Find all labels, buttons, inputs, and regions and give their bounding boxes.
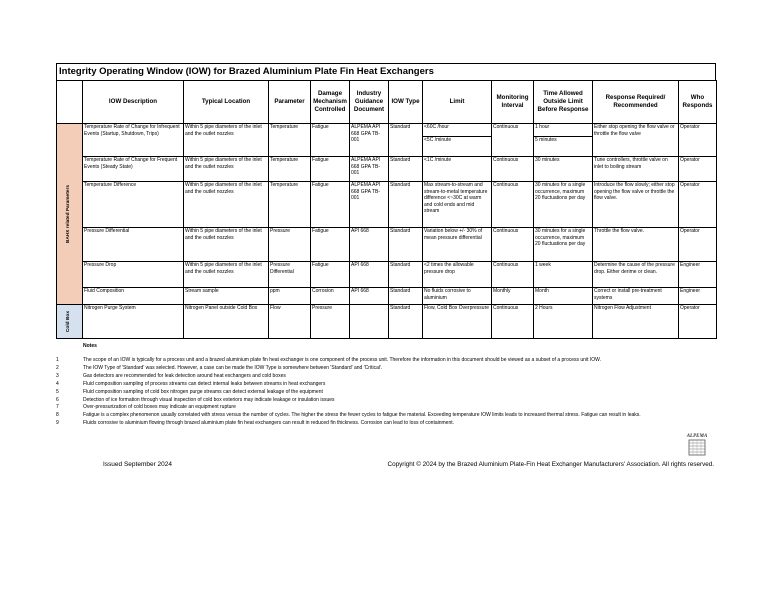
document-title: Integrity Operating Window (IOW) for Brazed Aluminium Plate Fin Heat Exchangers: [56, 63, 716, 80]
cell-who: Operator: [679, 157, 717, 182]
cell-parameter: Temperature: [269, 182, 311, 228]
cell-location: Within 5 pipe diameters of the inlet and the outlet nozzles: [184, 157, 269, 182]
note-text: Fluid composition sampling of cold box nitrogen purge streams can detect external leakage of the equipment: [83, 388, 323, 395]
cell-limit: Max stream-to-stream and stream-to-metal temperature difference <~30C at warm and cold ends and mid stream: [423, 182, 492, 228]
cell-time: 2 Hours: [534, 305, 593, 339]
cell-parameter: Flow: [269, 305, 311, 339]
cell-mechanism: Fatigue: [311, 124, 350, 157]
cell-type: Standard: [389, 262, 423, 288]
note-item: [56, 381, 716, 389]
cell-time: [534, 124, 593, 157]
cell-guidance: ALPEMA API 668 GPA TB-001: [350, 157, 389, 182]
cell-limit: Variation below +/- 30% of mean pressure differential: [423, 228, 492, 262]
note-number: 5: [56, 388, 59, 395]
cell-who: Engineer: [679, 288, 717, 305]
cell-interval: Continuous: [492, 124, 534, 157]
cell-mechanism: Fatigue: [311, 262, 350, 288]
cell-response: Determine the cause of the pressure drop. Either derime or clean.: [593, 262, 679, 288]
note-item: [56, 373, 716, 381]
cell-description: Pressure Differential: [83, 228, 184, 262]
cell-time: 30 minutes: [534, 157, 593, 182]
note-item: [56, 397, 716, 405]
cell-parameter: Pressure: [269, 228, 311, 262]
cell-guidance: ALPEMA API 668 GPA TB-001: [350, 124, 389, 157]
cell-who: Operator: [679, 182, 717, 228]
limit-primary: <60C /hour: [424, 124, 449, 130]
cell-limit: Flow, Cold Box Overpressure: [423, 305, 492, 339]
header-limit: Limit: [423, 81, 492, 124]
group-label-coldbox: Cold Box: [66, 310, 72, 333]
note-item: [56, 389, 716, 397]
note-item: [56, 404, 716, 412]
cell-mechanism: Corrosion: [311, 288, 350, 305]
cell-response: Correct or install pre-treatment systems: [593, 288, 679, 305]
cell-guidance: API 668: [350, 228, 389, 262]
cell-parameter: Temperature: [269, 157, 311, 182]
cell-interval: Monthly: [492, 288, 534, 305]
cell-response: Either stop opening the flow valve or throttle the flow valve: [593, 124, 679, 157]
cell-location: Within 5 pipe diameters of the inlet and the outlet nozzles: [184, 228, 269, 262]
table-row: [57, 228, 717, 262]
table-row: [57, 124, 717, 157]
cell-time: 1 week: [534, 262, 593, 288]
header-time: Time Allowed Outside Limit Before Response: [534, 81, 593, 124]
header-who: Who Responds: [679, 81, 717, 124]
note-text: The scope of an IOW is typically for a process unit and a brazed aluminium plate fin heat exchanger is one component of the process unit. Therefore the information in this document should be viewed as a subset of a process unit IOW.: [83, 357, 601, 363]
table-row: [57, 305, 717, 339]
cell-description: Fluid Composition: [83, 288, 184, 305]
header-description: IOW Description: [83, 81, 184, 124]
cell-interval: Continuous: [492, 228, 534, 262]
header-location: Typical Location: [184, 81, 269, 124]
cell-who: Operator: [679, 124, 717, 157]
note-number: 6: [56, 396, 59, 403]
cell-limit: <2 times the allowable pressure drop: [423, 262, 492, 288]
cell-who: Operator: [679, 228, 717, 262]
table-row: [57, 157, 717, 182]
cell-parameter: Temperature: [269, 124, 311, 157]
cell-type: Standard: [389, 124, 423, 157]
note-number: 3: [56, 372, 59, 379]
header-row: [57, 81, 717, 124]
cell-parameter: ppm: [269, 288, 311, 305]
time-primary: 1 hour: [535, 124, 550, 130]
note-text: Over-pressurization of cold boxes may indicate an equipment rupture: [83, 404, 236, 411]
header-interval: Monitoring Interval: [492, 81, 534, 124]
header-spacer: [57, 81, 83, 124]
cell-response: Introduce the flow slowly; either stop opening the flow valve or throttle the flow valve.: [593, 182, 679, 228]
cell-mechanism: Pressure: [311, 305, 350, 339]
note-item: [56, 420, 716, 428]
note-item: [56, 412, 716, 420]
cell-interval: Continuous: [492, 157, 534, 182]
cell-guidance: API 668: [350, 262, 389, 288]
cell-response: Tune controllers, throttle valve on inlet to boiling stream: [593, 157, 679, 182]
copyright-notice: Copyright © 2024 by the Brazed Aluminium Plate-Fin Heat Exchanger Manufacturers' Association. All rights reserved.: [387, 461, 714, 468]
table-row: [57, 182, 717, 228]
cell-type: Standard: [389, 228, 423, 262]
note-text: Gas detectors are recommended for leak detection around heat exchangers and cold boxes: [83, 372, 286, 379]
notes-heading: Notes: [83, 343, 97, 349]
cell-description: Pressure Drop: [83, 262, 184, 288]
cell-guidance: API 668: [350, 288, 389, 305]
table-row: [57, 288, 717, 305]
header-mechanism: Damage Mechanism Controlled: [311, 81, 350, 124]
table-row: [57, 262, 717, 288]
cell-location: Within 5 pipe diameters of the inlet and the outlet nozzles: [184, 124, 269, 157]
cell-limit: <1C /minute: [423, 157, 492, 182]
note-number: 1: [56, 357, 59, 363]
time-secondary: 5 minutes: [534, 136, 592, 144]
cell-interval: Continuous: [492, 262, 534, 288]
cell-mechanism: Fatigue: [311, 182, 350, 228]
cell-interval: Continuous: [492, 305, 534, 339]
iow-sheet: [56, 63, 716, 339]
cell-who: Operator: [679, 305, 717, 339]
header-type: IOW Type: [389, 81, 423, 124]
cell-response: Throttle the flow valve.: [593, 228, 679, 262]
cell-description: Temperature Rate of Change for Infrequent Events (Startup, Shutdown, Trips): [83, 124, 184, 157]
cell-guidance: ALPEMA API 668 GPA TB-001: [350, 182, 389, 228]
group-label-bahx: BAHX related Parameters: [66, 184, 72, 244]
note-text: Fluid composition sampling of process streams can detect internal leaks between streams in heat exchangers: [83, 380, 326, 387]
group-band-bahx: [57, 124, 83, 305]
logo-wordmark: ALPEMA: [686, 434, 708, 439]
header-parameter: Parameter: [269, 81, 311, 124]
cell-description: Nitrogen Purge System: [83, 305, 184, 339]
cell-time: 30 minutes for a single occurrence, maximum 20 fluctuations per day: [534, 228, 593, 262]
cell-location: Within 5 pipe diameters of the inlet and the outlet nozzles: [184, 182, 269, 228]
cell-location: Nitrogen Panel outside Cold Box: [184, 305, 269, 339]
limit-secondary: <5C /minute: [423, 136, 491, 144]
note-number: 8: [56, 412, 59, 419]
cell-location: Stream sample: [184, 288, 269, 305]
cell-time: Month: [534, 288, 593, 305]
note-number: 9: [56, 420, 59, 427]
iow-table: [56, 80, 717, 339]
note-text: Fluids corrosive to aluminium flowing through brazed aluminium plate fin heat exchangers can result in reduced fin thickness. Corrosion can lead to loss of containment.: [83, 420, 455, 427]
note-number: 4: [56, 380, 59, 387]
cell-type: Standard: [389, 157, 423, 182]
cell-type: Standard: [389, 288, 423, 305]
cell-type: Standard: [389, 182, 423, 228]
cell-description: Temperature Rate of Change for Frequent Events (Steady State): [83, 157, 184, 182]
cell-limit: No fluids corrosive to aluminium: [423, 288, 492, 305]
header-guidance: Industry Guidance Document: [350, 81, 389, 124]
note-number: 7: [56, 404, 59, 411]
cell-interval: Continuous: [492, 182, 534, 228]
header-response: Response Required/ Recommended: [593, 81, 679, 124]
cell-location: Within 5 pipe diameters of the inlet and the outlet nozzles: [184, 262, 269, 288]
cell-mechanism: Fatigue: [311, 157, 350, 182]
note-item: [56, 357, 716, 365]
group-band-coldbox: [57, 305, 83, 339]
cell-guidance: [350, 305, 389, 339]
issued-date: Issued September 2024: [103, 461, 173, 468]
note-item: [56, 365, 716, 373]
note-number: 2: [56, 364, 59, 371]
cell-time: 30 minutes for a single occurrence, maximum 20 fluctuations per day: [534, 182, 593, 228]
cell-type: Standard: [389, 305, 423, 339]
note-text: Fatigue is a complex phenomenon usually correlated with stress versus the number of cycles. The higher the stress the fewer cycles to fatigue the material. Exceeding temperature IOW limits leads to increased thermal stress. Fatigue can result in leaks.: [83, 412, 641, 419]
cell-parameter: Pressure Differential: [269, 262, 311, 288]
note-text: The IOW Type of 'Standard' was selected. However, a case can be made the IOW Type is somewhere between 'Standard' and 'Critical'.: [83, 364, 383, 371]
note-text: Detection of ice formation through visual inspection of cold box exteriors may indicate leakage or insulation issues: [83, 396, 335, 403]
notes-list: [56, 357, 716, 428]
cell-mechanism: Fatigue: [311, 228, 350, 262]
cell-limit: [423, 124, 492, 157]
cell-response: Nitrogen Flow Adjustment: [593, 305, 679, 339]
cell-description: Temperature Difference: [83, 182, 184, 228]
cell-who: Engineer: [679, 262, 717, 288]
